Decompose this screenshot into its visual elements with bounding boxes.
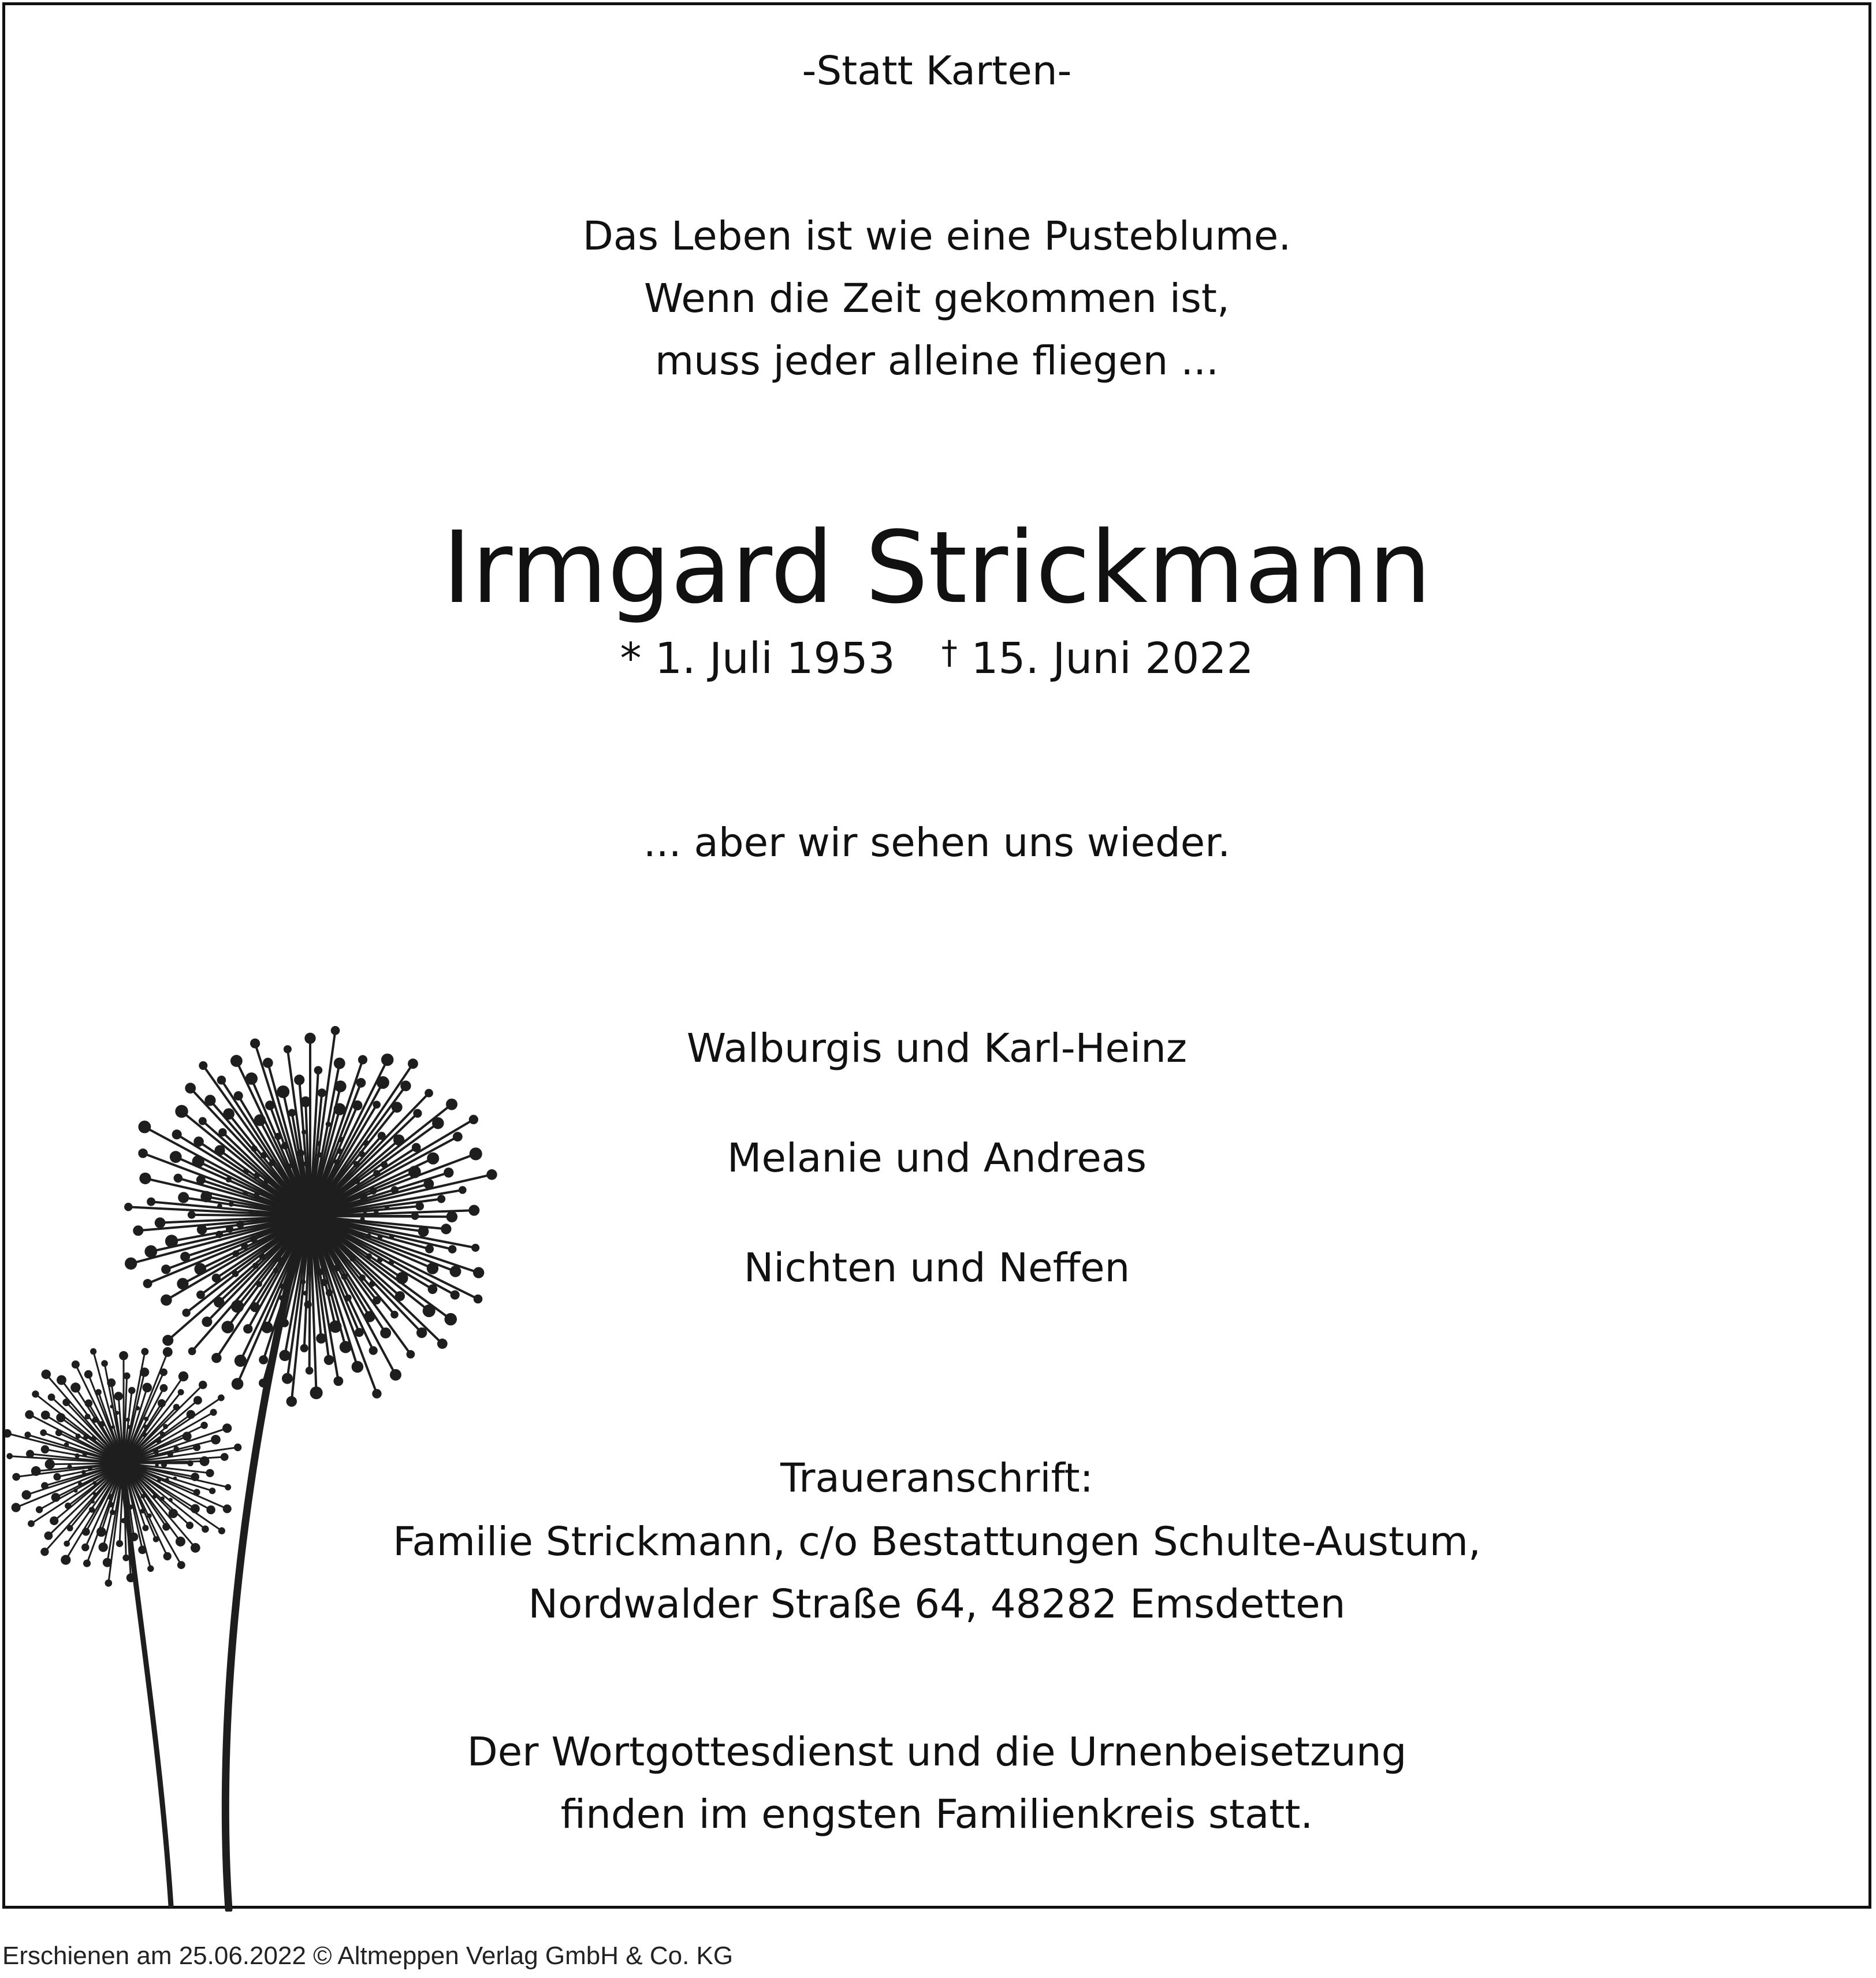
small-dandelion-seed [187,1410,195,1419]
small-dandelion-seed [12,1503,21,1512]
large-dandelion-seed [161,1295,172,1306]
large-dandelion-seed [259,1355,268,1364]
large-dandelion-seed [340,1341,352,1353]
small-dandelion-seed [163,1347,173,1357]
small-dandelion-seed [160,1384,168,1392]
large-dandelion-seed [286,1396,297,1407]
small-dandelion-seed [57,1375,66,1385]
mourner-2: Melanie und Andreas [727,1135,1147,1181]
small-dandelion-seed [141,1348,148,1355]
large-dandelion-seed [390,1311,399,1319]
large-dandelion-seed [279,1350,291,1362]
small-dandelion-seed [200,1422,208,1429]
large-dandelion-seed [234,1091,243,1100]
address-line-2: Nordwalder Straße 64, 48282 Emsdetten [528,1581,1346,1627]
address-label: Traueranschrift: [780,1455,1093,1501]
poem-line-2: Wenn die Zeit gekommen ist, [644,276,1230,322]
small-dandelion-seed [191,1504,200,1514]
small-dandelion-seed [5,1429,12,1438]
small-dandelion-seed [55,1429,62,1436]
large-dandelion-seed [390,1369,401,1381]
large-dandelion-seed [300,1344,308,1352]
small-dandelion-seed [173,1404,180,1410]
large-dandelion-seed [223,1108,234,1120]
header-statt-karten: -Statt Karten- [802,48,1072,94]
large-dandelion-seed [444,1313,457,1326]
small-dandelion-seed [178,1389,184,1396]
large-dandelion-seed [432,1117,444,1129]
large-dandelion-seed [469,1115,478,1124]
small-dandelion-seed [32,1390,39,1397]
large-dandelion-seed [474,1295,483,1304]
address-line-1: Familie Strickmann, c/o Bestattungen Schulte-Austum, [393,1519,1481,1565]
small-dandelion-seed [234,1444,241,1451]
large-dandelion-seed [369,1346,378,1355]
small-dandelion-seed [41,1445,49,1453]
large-dandelion-seed [407,1350,415,1359]
small-dandelion-seed [48,1393,55,1401]
large-dandelion-seed [182,1308,190,1317]
dagger-icon: † [941,634,958,672]
small-dandelion-seed [222,1423,232,1433]
small-dandelion-seed [211,1435,221,1445]
large-dandelion-seed [400,1081,411,1091]
large-dandelion-seed [245,1072,258,1084]
large-dandelion-seed [446,1211,458,1222]
large-dandelion-seed [318,1088,326,1097]
small-dandelion-seed [25,1410,34,1419]
large-dandelion-seed [175,1105,188,1118]
large-dandelion-seed [259,1378,267,1387]
small-dandelion-seed [177,1561,185,1569]
large-dandelion-seed [441,1224,451,1234]
mourner-1: Walburgis und Karl-Heinz [686,1025,1188,1072]
large-dandelion-seed [352,1361,364,1373]
small-dandelion-seed [70,1382,80,1392]
large-dandelion-seed [372,1389,381,1398]
large-dandelion-seed [306,1367,314,1375]
large-dandelion-seed [165,1235,178,1247]
obituary-notice [2,2,1871,1909]
large-dandelion-filament [318,1216,452,1217]
large-dandelion-seed [415,1202,424,1211]
large-dandelion-seed [377,1076,389,1089]
large-dandelion-seed [234,1355,247,1367]
large-dandelion-seed [124,1203,132,1211]
large-dandelion-seed [218,1128,226,1136]
large-dandelion-seed [468,1205,479,1216]
large-dandelion-seed [211,1353,221,1363]
small-dandelion-seed [90,1348,96,1355]
large-dandelion-seed [324,1355,334,1365]
large-dandelion-seed [380,1328,391,1339]
small-dandelion-seed [178,1371,188,1381]
poem-line-1: Das Leben ist wie eine Pusteblume. [582,213,1291,259]
large-dandelion-seed [316,1333,326,1344]
large-dandelion-seed [446,1099,457,1110]
large-dandelion-seed [356,1078,366,1088]
large-dandelion-seed [373,1100,381,1109]
large-dandelion-seed [138,1121,151,1133]
large-dandelion-center [300,1206,321,1226]
closing-line: ... aber wir sehen uns wieder. [643,820,1231,866]
large-dandelion-seed [423,1304,436,1317]
large-dandelion-seed [221,1321,234,1333]
large-dandelion-seed [188,1211,196,1219]
small-dandelion-seed [41,1370,51,1380]
small-dandelion-seed [223,1504,232,1513]
large-dandelion-seed [310,1386,323,1399]
large-dandelion-seed [243,1324,252,1333]
large-dandelion-seed [425,1089,433,1098]
small-dandelion-seed [126,1573,136,1582]
large-dandelion-seed [302,1129,306,1134]
service-line-2: finden im engsten Familienkreis statt. [560,1791,1313,1838]
small-dandelion-seed [40,1429,47,1436]
life-dates [5,634,1868,683]
large-dandelion-seed [277,1085,289,1098]
large-dandelion-seed [202,1317,212,1327]
large-dandelion-seed [282,1373,293,1384]
small-dandelion-seed [147,1566,154,1572]
small-dandelion-seed [56,1413,65,1422]
small-dandelion-seed [210,1409,217,1416]
large-dandelion-seed [155,1217,166,1228]
poem-line-3: muss jeder alleine fliegen ... [654,338,1219,384]
large-dandelion-seed [334,1080,346,1092]
large-dandelion-seed [178,1192,189,1203]
large-dandelion-seed [352,1100,362,1110]
large-dandelion-seed [392,1102,403,1113]
mourner-3: Nichten und Neffen [743,1245,1130,1291]
small-dandelion-seed [199,1381,207,1389]
large-dandelion-seed [172,1129,182,1139]
large-dandelion-seed [294,1074,304,1085]
small-dandelion-seed [142,1383,152,1393]
small-dandelion-seed [193,1396,202,1404]
death-date: 15. Juni 2022 [971,634,1254,683]
small-dandelion-seed [84,1370,92,1378]
large-dandelion-seed [199,1117,207,1125]
small-dandelion-seed [218,1395,225,1401]
large-dandelion-seed [416,1328,427,1338]
small-dandelion-seed [101,1360,108,1367]
large-dandelion-seed [196,1291,205,1299]
small-dandelion-seed [41,1411,50,1420]
large-dandelion-seed [451,1290,460,1299]
large-dandelion-seed [333,1376,343,1386]
large-dandelion-seed [231,1300,244,1313]
small-dandelion-seed [24,1432,31,1438]
large-dandelion-seed [147,1198,155,1206]
birth-date: * 1. Juli 1953 [620,634,895,683]
small-dandelion-seed [206,1505,215,1514]
large-dandelion-seed [334,1103,346,1116]
large-dandelion-seed [437,1339,448,1349]
small-dandelion-seed [158,1399,166,1407]
large-dandelion-seed [185,1083,196,1094]
small-dandelion-seed [135,1406,140,1411]
large-dandelion-seed [204,1095,215,1106]
publication-footer: Erschienen am 25.06.2022 © Altmeppen Verlag GmbH & Co. KG [2,1942,734,1970]
large-dandelion-seed [459,1186,467,1194]
large-dandelion-seed [418,1226,429,1237]
small-dandelion-seed [119,1351,128,1360]
large-dandelion-seed [329,1321,342,1333]
large-dandelion-seed [437,1195,445,1203]
small-dandelion-seed [115,1411,119,1415]
small-dandelion-seed [114,1392,123,1400]
small-dandelion-seed [36,1506,43,1513]
large-dandelion-seed [232,1378,244,1390]
large-dandelion-seed [162,1335,173,1346]
small-dandelion-seed [72,1360,80,1369]
small-dandelion-seed [128,1387,135,1394]
large-dandelion-seed [217,1076,226,1085]
large-dandelion-seed [413,1109,422,1118]
large-dandelion-seed [133,1225,143,1236]
small-dandelion-seed [62,1399,70,1406]
large-dandelion-seed [188,1347,196,1355]
deceased-name: Irmgard Strickmann [442,510,1432,626]
service-line-1: Der Wortgottesdienst und die Urnenbeisetzung [467,1729,1407,1775]
